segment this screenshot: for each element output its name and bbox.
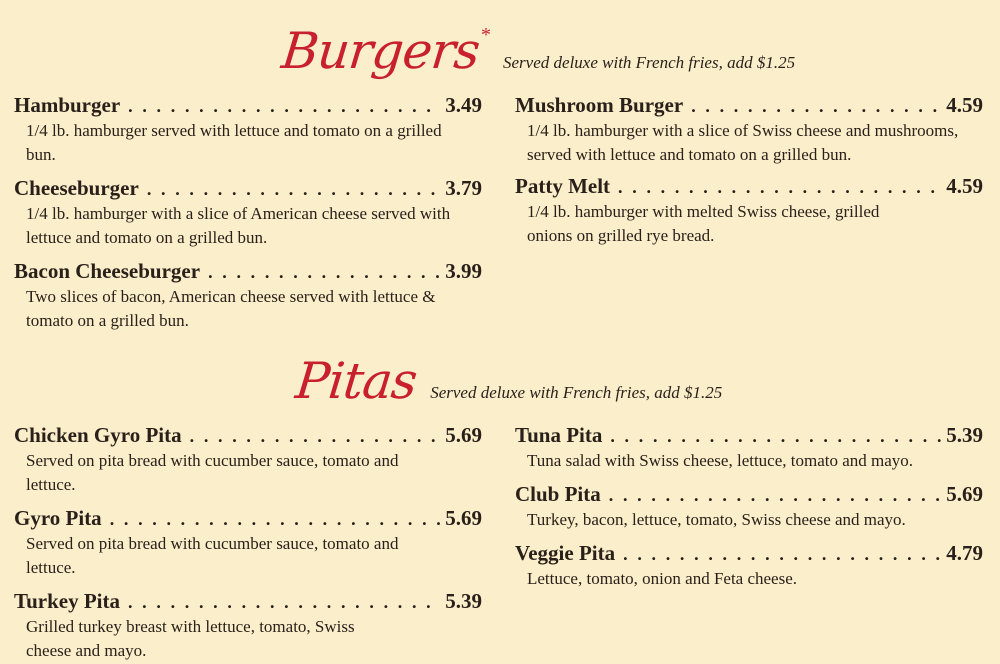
item-name: Mushroom Burger xyxy=(515,93,684,117)
dot-leader xyxy=(128,589,441,615)
burgers-left-column xyxy=(14,92,482,333)
item-name: Patty Melt xyxy=(515,174,611,198)
item-price: 4.79 xyxy=(946,541,983,565)
item-price: 5.39 xyxy=(946,423,983,447)
item-price: 3.49 xyxy=(445,93,482,117)
item-price: 5.69 xyxy=(445,506,482,530)
item-description: Grilled turkey breast with lettuce, tomato, Swiss cheese and mayo. xyxy=(26,617,355,660)
burgers-title: Burgers xyxy=(278,22,483,80)
item-price: 5.39 xyxy=(445,589,482,613)
item-price: 4.59 xyxy=(946,93,983,117)
pitas-note: Served deluxe with French fries, add $1.25 xyxy=(430,383,723,402)
menu-item-tuna-pita xyxy=(515,422,983,473)
pitas-title: Pitas xyxy=(292,352,420,410)
menu-item-club-pita xyxy=(515,481,983,532)
menu-item-chicken-gyro-pita xyxy=(14,422,482,497)
item-description: 1/4 lb. hamburger with a slice of Swiss cheese and mushrooms, served with lettuce and tomato on a grilled bun. xyxy=(527,121,959,164)
dot-leader xyxy=(128,93,441,119)
pitas-right-column xyxy=(515,422,983,591)
menu-item-cheeseburger xyxy=(14,175,482,250)
item-price: 3.99 xyxy=(445,259,482,283)
menu-item-patty-melt xyxy=(515,173,983,248)
pitas-left-column xyxy=(14,422,482,663)
item-description: 1/4 lb. hamburger with melted Swiss cheese, grilled onions on grilled rye bread. xyxy=(527,202,880,245)
item-description: 1/4 lb. hamburger with a slice of American cheese served with lettuce and tomato on a grilled bun. xyxy=(26,204,451,247)
item-name: Bacon Cheeseburger xyxy=(14,259,201,283)
item-description: Tuna salad with Swiss cheese, lettuce, tomato and mayo. xyxy=(527,451,914,470)
item-description: Two slices of bacon, American cheese served with lettuce & tomato on a grilled bun. xyxy=(26,287,436,330)
dot-leader xyxy=(691,93,942,119)
burgers-note: Served deluxe with French fries, add $1.25 xyxy=(503,53,796,72)
item-description: Served on pita bread with cucumber sauce, tomato and lettuce. xyxy=(26,534,399,577)
item-name: Veggie Pita xyxy=(515,541,616,565)
dot-leader xyxy=(623,541,942,567)
menu-item-gyro-pita xyxy=(14,505,482,580)
item-name: Gyro Pita xyxy=(14,506,102,530)
item-description: Turkey, bacon, lettuce, tomato, Swiss cheese and mayo. xyxy=(527,510,906,529)
dot-leader xyxy=(208,259,441,285)
item-name: Club Pita xyxy=(515,482,601,506)
item-name: Chicken Gyro Pita xyxy=(14,423,182,447)
item-name: Tuna Pita xyxy=(515,423,603,447)
item-price: 3.79 xyxy=(445,176,482,200)
item-name: Cheeseburger xyxy=(14,176,139,200)
menu-item-mushroom-burger xyxy=(515,92,983,167)
item-name: Turkey Pita xyxy=(14,589,120,613)
dot-leader xyxy=(618,174,942,200)
menu-item-veggie-pita xyxy=(515,540,983,591)
burgers-header xyxy=(278,22,796,80)
dot-leader xyxy=(190,423,442,449)
item-price: 5.69 xyxy=(445,423,482,447)
item-description: Served on pita bread with cucumber sauce, tomato and lettuce. xyxy=(26,451,399,494)
menu-item-bacon-cheeseburger xyxy=(14,258,482,333)
dot-leader xyxy=(609,482,942,508)
item-description: Lettuce, tomato, onion and Feta cheese. xyxy=(527,569,798,588)
burgers-right-column xyxy=(515,92,983,248)
menu-item-hamburger xyxy=(14,92,482,167)
item-price: 5.69 xyxy=(946,482,983,506)
dot-leader xyxy=(147,176,441,202)
item-description: 1/4 lb. hamburger served with lettuce and tomato on a grilled bun. xyxy=(26,121,442,164)
burgers-asterisk: * xyxy=(481,24,492,46)
pitas-header xyxy=(292,352,723,410)
item-name: Hamburger xyxy=(14,93,121,117)
menu-item-turkey-pita xyxy=(14,588,482,663)
dot-leader xyxy=(110,506,442,532)
item-price: 4.59 xyxy=(946,174,983,198)
dot-leader xyxy=(610,423,942,449)
